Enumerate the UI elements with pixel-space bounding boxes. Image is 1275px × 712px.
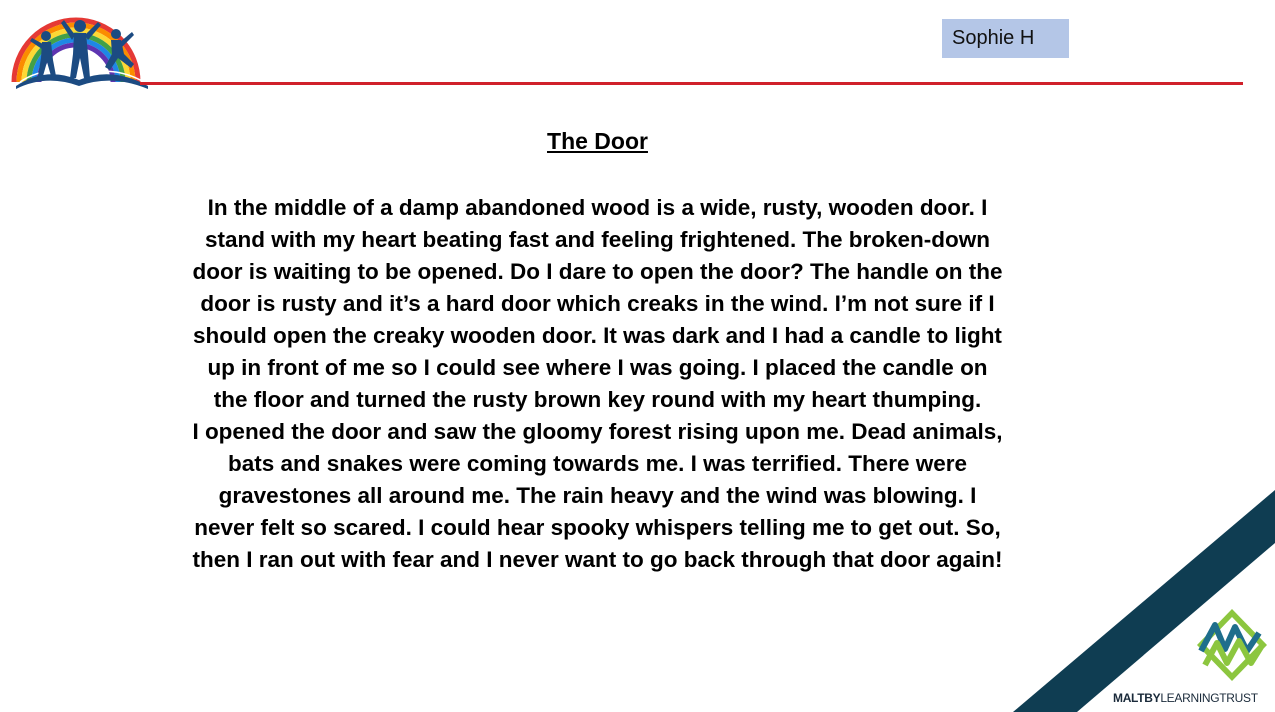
author-name-box: Sophie H — [942, 19, 1069, 58]
story-text — [190, 192, 1005, 576]
trust-name-rest: LEARNINGTRUST — [1160, 691, 1258, 705]
trust-name-text — [1113, 690, 1275, 706]
story-paragraph-2: I opened the door and saw the gloomy forest rising upon me. Dead animals, bats and snakes were coming towards me. I was terrified. There were gravestones all around me. The rain heavy and the wind was blowing. I never felt so scared. I could hear spooky whispers telling me to get out. So, then I ran out with fear and I never want to go back through that door again! — [192, 419, 1003, 572]
trust-name-bold: MALTBY — [1113, 691, 1161, 705]
story-title: The Door — [547, 128, 648, 154]
story-paragraph-1: In the middle of a damp abandoned wood is a wide, rusty, wooden door. I stand with my heart beating fast and feeling frightened. The broken-down door is waiting to be opened. Do I dare to open the door? The handle on the door is rusty and it’s a hard door which creaks in the wind. I’m not sure if I should open the creaky wooden door. It was dark and I had a candle to light up in front of me so I could see where I was going. I placed the candle on the floor and turned the rusty brown key round with my heart thumping. — [192, 195, 1003, 412]
header-divider-line — [140, 82, 1243, 85]
school-rainbow-logo — [6, 2, 152, 90]
maltby-trust-logo-icon — [1195, 607, 1269, 683]
